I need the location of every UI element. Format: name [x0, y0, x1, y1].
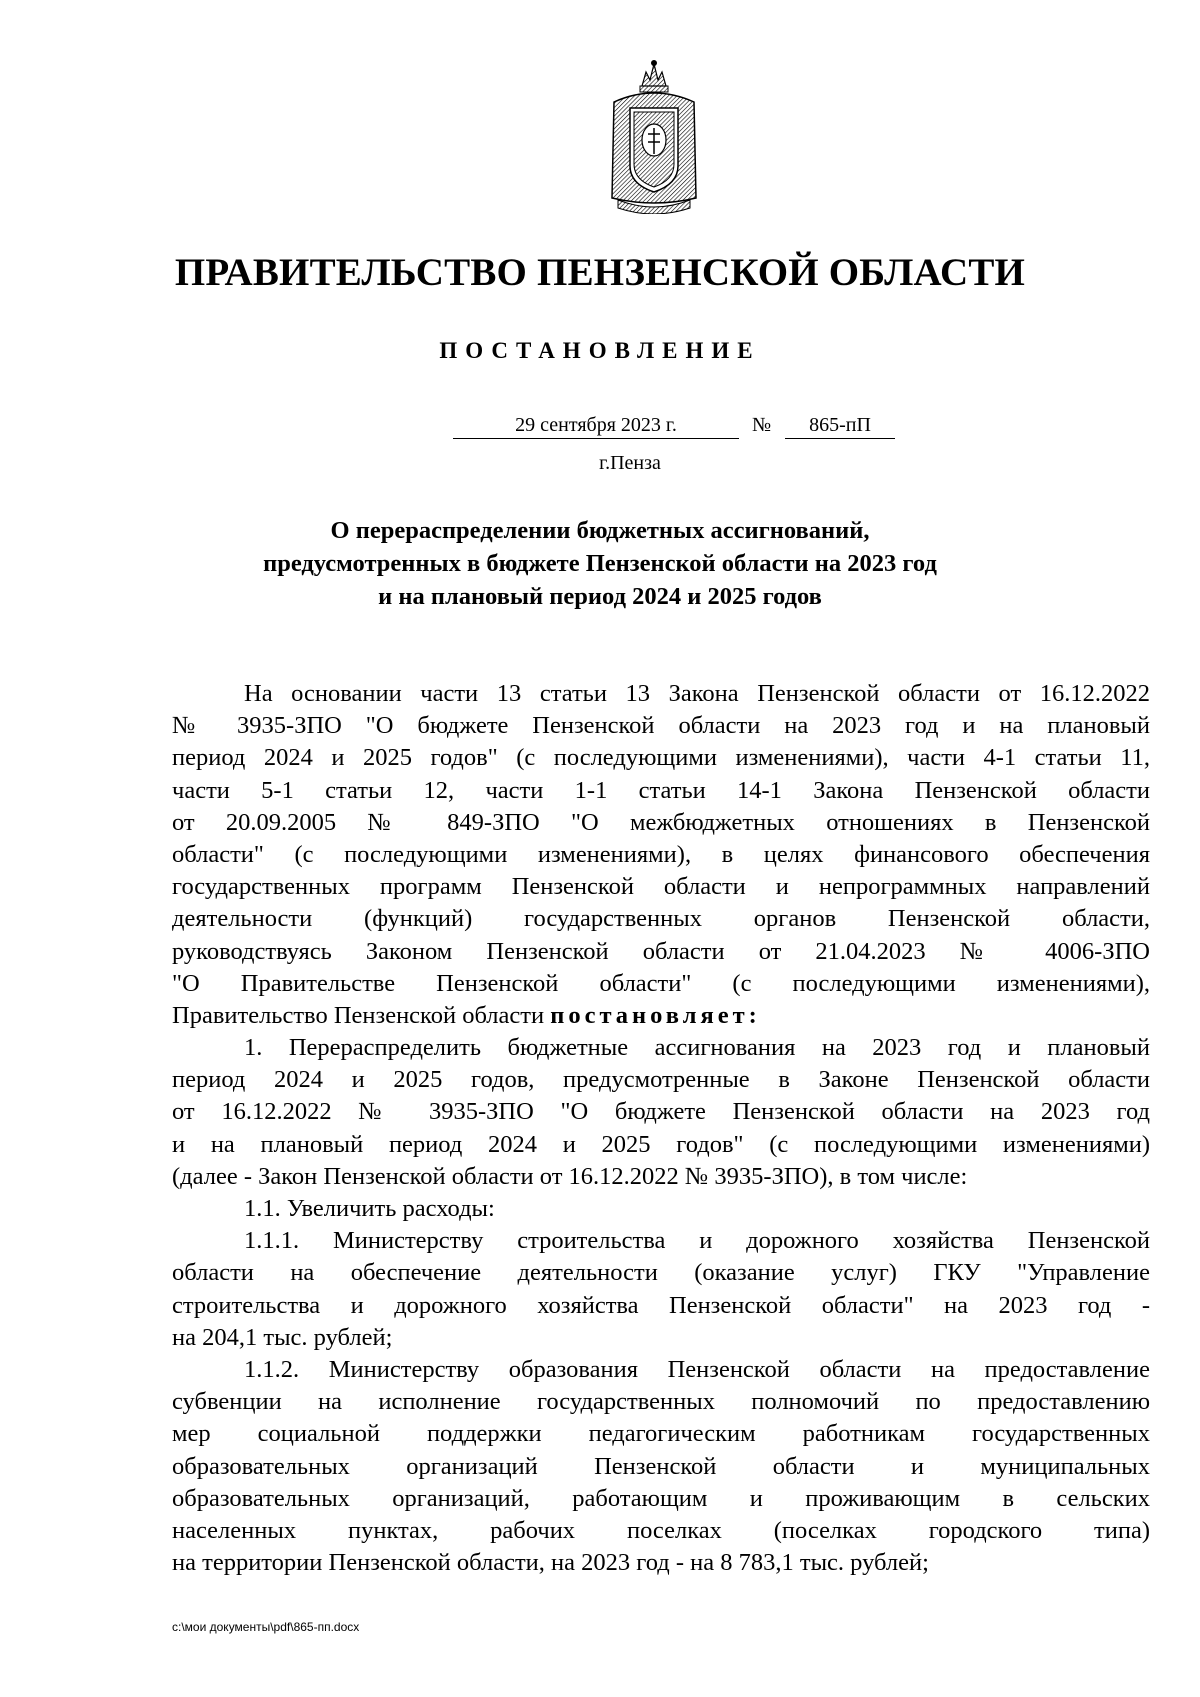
- coat-of-arms-emblem: [604, 58, 704, 214]
- body-line: на 204,1 тыс. рублей;: [172, 1323, 393, 1351]
- body-line: мер социальной поддержки педагогическим работникам государственных: [172, 1420, 1150, 1448]
- government-title: ПРАВИТЕЛЬСТВО ПЕНЗЕНСКОЙ ОБЛАСТИ: [174, 251, 1026, 294]
- body-line: [172, 1000, 1150, 1032]
- body-line: (далее - Закон Пензенской области от 16.12.2022 № 3935-ЗПО), в том числе:: [172, 1162, 968, 1190]
- body-line: период 2024 и 2025 годов, предусмотренные в Законе Пензенской области: [172, 1066, 1150, 1094]
- body-line: 1.1. Увеличить расходы:: [244, 1195, 495, 1222]
- date-number-row: [0, 412, 1200, 442]
- body-line: от 20.09.2005 № 849-ЗПО "О межбюджетных отношениях в Пензенской: [172, 808, 1150, 836]
- body-line: На основании части 13 статьи 13 Закона Пензенской области от 16.12.2022: [244, 680, 1150, 707]
- body-line: деятельности (функций) государственных органов Пензенской области,: [172, 905, 1150, 933]
- body-line: государственных программ Пензенской области и непрограммных направлений: [172, 873, 1150, 901]
- body-line: 1.1.2. Министерству образования Пензенской области на предоставление: [244, 1355, 1150, 1383]
- document-subject: [0, 514, 1200, 613]
- body-line: образовательных организаций Пензенской области и муниципальных: [172, 1452, 1150, 1480]
- body-text-fragment: Правительство Пензенской области: [172, 1001, 551, 1029]
- subject-line: и на плановый период 2024 и 2025 годов: [378, 583, 822, 610]
- document-number: 865-пП: [785, 412, 895, 439]
- body-line: "О Правительстве Пензенской области" (с последующими изменениями),: [172, 969, 1150, 997]
- body-line: образовательных организаций, работающим и проживающим в сельских: [172, 1484, 1150, 1512]
- resolves-word: постановляет:: [550, 1001, 761, 1029]
- document-body: [172, 678, 1150, 1579]
- body-line: на территории Пензенской области, на 2023 год - на 8 783,1 тыс. рублей;: [172, 1549, 929, 1577]
- body-line: населенных пунктах, рабочих поселках (поселках городского типа): [172, 1516, 1150, 1544]
- body-line: 1. Перераспределить бюджетные ассигнования на 2023 год и плановый: [244, 1034, 1150, 1062]
- body-line: период 2024 и 2025 годов" (с последующими изменениями), части 4-1 статьи 11,: [172, 744, 1150, 772]
- body-line: субвенции на исполнение государственных полномочий по предоставлению: [172, 1388, 1150, 1416]
- document-date: 29 сентября 2023 г.: [453, 412, 739, 439]
- city: г.Пенза: [599, 452, 661, 474]
- body-line: № 3935-ЗПО "О бюджете Пензенской области на 2023 год и на плановый: [172, 712, 1150, 740]
- body-line: от 16.12.2022 № 3935-ЗПО "О бюджете Пензенской области на 2023 год: [172, 1098, 1150, 1126]
- file-path-footer: c:\мои документы\pdf\865-пп.docx: [172, 1620, 360, 1634]
- body-line: и на плановый период 2024 и 2025 годов" (с последующими изменениями): [172, 1130, 1150, 1158]
- body-line: области на обеспечение деятельности (оказание услуг) ГКУ "Управление: [172, 1259, 1150, 1287]
- body-line: части 5-1 статьи 12, части 1-1 статьи 14-1 Закона Пензенской области: [172, 776, 1150, 804]
- body-line: 1.1.1. Министерству строительства и дорожного хозяйства Пензенской: [244, 1227, 1150, 1255]
- body-line: области" (с последующими изменениями), в целях финансового обеспечения: [172, 840, 1150, 868]
- document-type: ПОСТАНОВЛЕНИЕ: [439, 338, 761, 363]
- subject-line: предусмотренных в бюджете Пензенской области на 2023 год: [263, 550, 937, 577]
- body-line: руководствуясь Законом Пензенской области от 21.04.2023 № 4006-ЗПО: [172, 937, 1150, 965]
- number-sign: №: [752, 414, 772, 436]
- body-line: строительства и дорожного хозяйства Пензенской области" на 2023 год -: [172, 1291, 1150, 1319]
- subject-line: О перераспределении бюджетных ассигнований,: [330, 517, 870, 544]
